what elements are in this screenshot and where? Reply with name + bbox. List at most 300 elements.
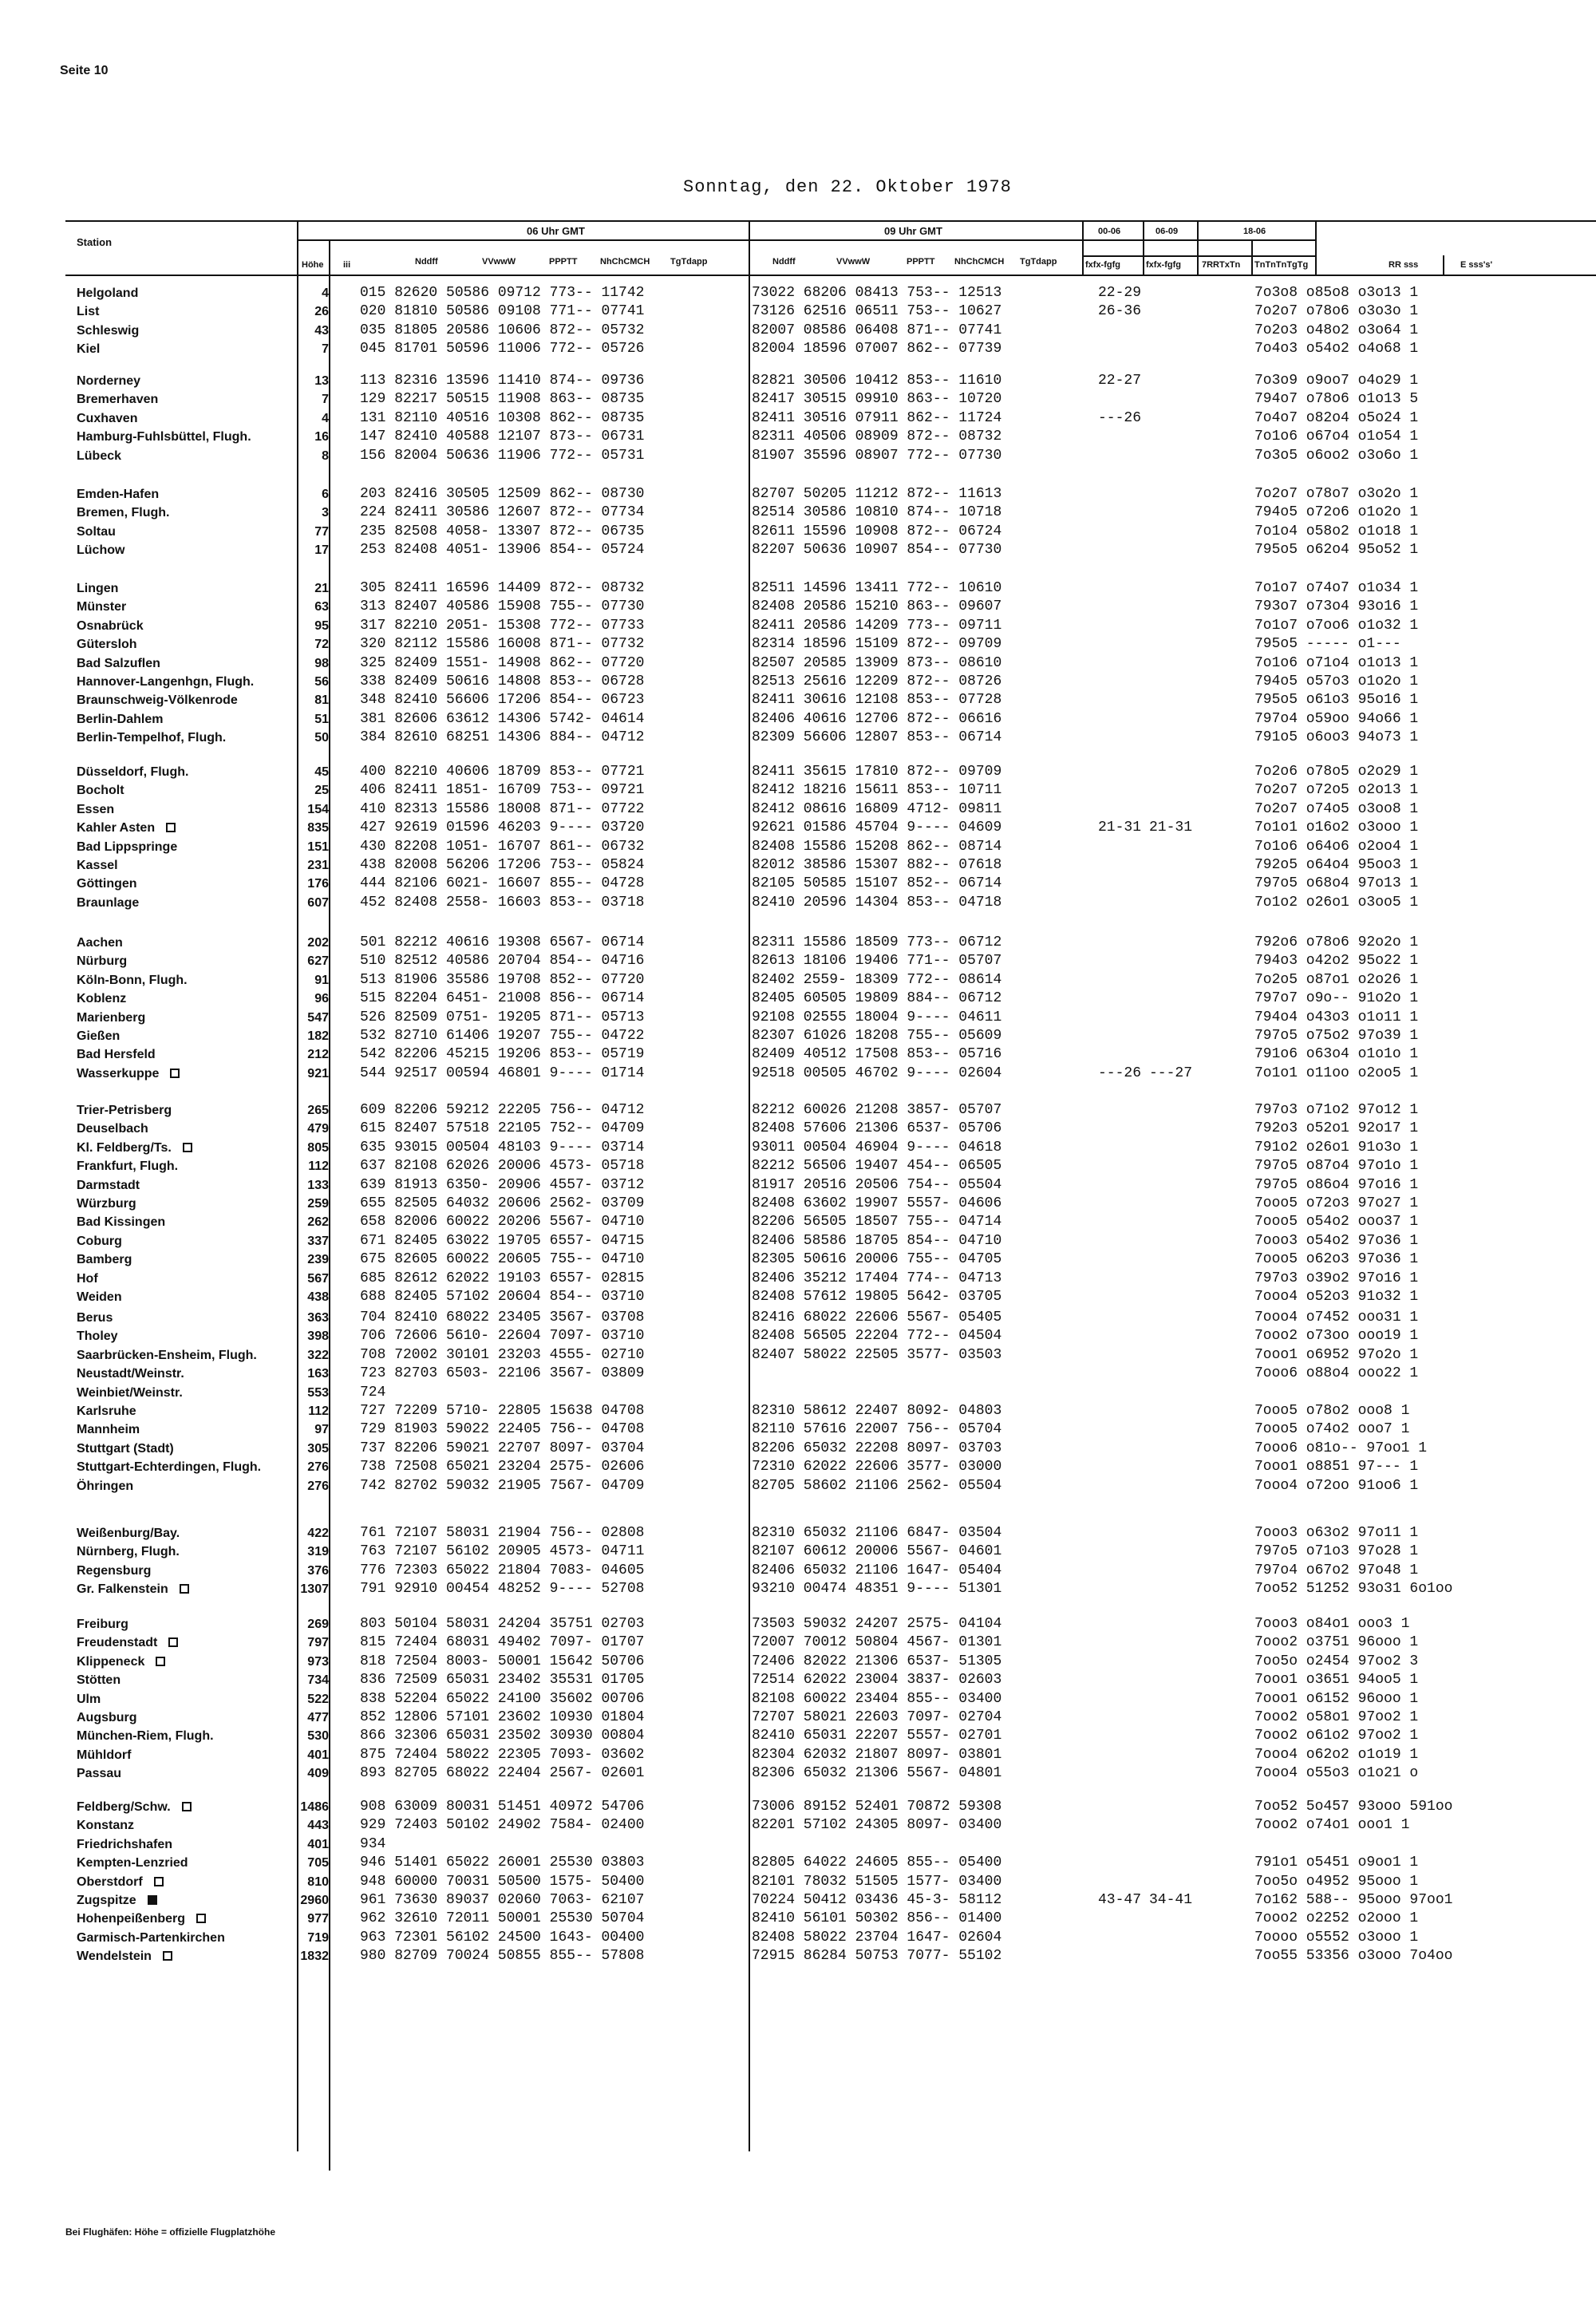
mountain-station-marker xyxy=(154,1877,164,1886)
station-name xyxy=(77,894,139,912)
obs-18-06-values: 795o5 o61o3 95o16 1 xyxy=(1254,692,1419,709)
station-elevation xyxy=(271,1562,329,1580)
station-elevation xyxy=(271,1653,329,1671)
station-elevation xyxy=(271,1633,329,1652)
hdr-09-rule xyxy=(750,239,1082,241)
obs-06-values xyxy=(360,340,644,358)
station-name xyxy=(77,635,137,654)
station-name xyxy=(77,819,176,837)
obs-09-values xyxy=(752,340,1001,358)
obs-09-values-text: 82201 57102 24305 8097- 03400 xyxy=(752,1817,1002,1834)
station-name xyxy=(77,990,126,1008)
obs-09-values-text: 72310 62022 22606 3577- 03000 xyxy=(752,1459,1002,1475)
obs-18-06-values: 7ooo2 o61o2 97oo2 1 xyxy=(1254,1728,1419,1744)
hdr-tntn: TnTnTnTgTg xyxy=(1254,260,1309,270)
obs-09-values-text: 81907 35596 08907 772-- 07730 xyxy=(752,447,1002,464)
obs-06-values-text: 671 82405 63022 19705 6557- 04715 xyxy=(360,1232,645,1249)
obs-06-values-text: 444 82106 6021- 16607 855-- 04728 xyxy=(360,875,645,892)
gust-00-06 xyxy=(1013,284,1141,302)
station-name-text: Klippeneck xyxy=(77,1654,145,1669)
obs-18-06-values: 7oo5o o4952 95ooo 1 xyxy=(1254,1873,1419,1890)
station-elevation xyxy=(271,485,329,504)
obs-09-values xyxy=(752,1477,1001,1495)
obs-09-values xyxy=(752,1690,1001,1709)
hdr-rr-txtn: 7RRTxTn xyxy=(1202,260,1241,270)
station-name xyxy=(77,485,159,504)
obs-09-values-text: 73503 59032 24207 2575- 04104 xyxy=(752,1616,1002,1632)
station-name xyxy=(77,1798,192,1816)
station-name xyxy=(77,372,140,390)
station-name xyxy=(77,1176,140,1195)
station-elevation-text: 438 xyxy=(307,1290,329,1304)
table-row xyxy=(0,1009,1596,1027)
obs-06-values-text: 635 93015 00504 48103 9---- 03714 xyxy=(360,1139,645,1155)
station-name xyxy=(77,340,100,358)
footnote: Bei Flughäfen: Höhe = offizielle Flugplatzhöhe xyxy=(65,2226,276,2238)
obs-09-values xyxy=(752,1232,1001,1250)
obs-06-values xyxy=(360,1250,644,1269)
obs-09-values xyxy=(752,1195,1001,1213)
station-name-text: Wasserkuppe xyxy=(77,1066,160,1080)
table-row xyxy=(0,1562,1596,1580)
obs-06-values xyxy=(360,1615,644,1633)
station-name-text: Regensburg xyxy=(77,1563,152,1578)
obs-06-values xyxy=(360,1947,644,1965)
obs-18-06-values: 7ooo3 o63o2 97o11 1 xyxy=(1254,1525,1419,1541)
obs-09-values-text: 82212 60026 21208 3857- 05707 xyxy=(752,1102,1002,1118)
obs-06-values xyxy=(360,1213,644,1231)
station-elevation xyxy=(271,541,329,559)
table-row xyxy=(0,800,1596,819)
station-elevation xyxy=(271,729,329,747)
obs-09-values xyxy=(752,1120,1001,1138)
station-elevation-text: 319 xyxy=(307,1545,329,1559)
obs-09-values xyxy=(752,800,1001,819)
hdr-06-clouds: NhChCMCH xyxy=(600,257,650,267)
obs-06-values xyxy=(360,875,644,893)
table-row xyxy=(0,856,1596,875)
obs-06-values-text: 675 82605 60022 20605 755-- 04710 xyxy=(360,1251,645,1268)
obs-09-values xyxy=(752,1458,1001,1476)
station-name-text: Osnabrück xyxy=(77,618,144,633)
obs-09-values xyxy=(752,372,1001,390)
obs-09-values xyxy=(752,1746,1001,1764)
obs-18-06-values: 797o5 o75o2 97o39 1 xyxy=(1254,1027,1419,1044)
obs-18-06-values: 7oo52 5o457 93ooo 591oo xyxy=(1254,1799,1453,1815)
obs-09-values-text: 82411 30616 12108 853-- 07728 xyxy=(752,692,1002,709)
station-elevation xyxy=(271,1458,329,1476)
obs-06-values xyxy=(360,800,644,819)
obs-09-values xyxy=(752,894,1001,912)
station-name-text: Mannheim xyxy=(77,1423,140,1437)
table-row xyxy=(0,635,1596,654)
obs-06-values-text: 637 82108 62026 20006 4573- 05718 xyxy=(360,1158,645,1175)
station-elevation-text: 422 xyxy=(307,1527,329,1540)
station-name-text: Nürnberg, Flugh. xyxy=(77,1545,180,1559)
obs-06-values xyxy=(360,1835,385,1854)
obs-09-values xyxy=(752,635,1001,654)
station-name-text: Braunlage xyxy=(77,895,140,910)
table-row xyxy=(0,1232,1596,1250)
station-elevation xyxy=(271,1835,329,1854)
obs-09-values xyxy=(752,952,1001,970)
mountain-station-marker xyxy=(166,823,176,832)
station-name xyxy=(77,409,137,428)
obs-09-values xyxy=(752,504,1001,522)
obs-06-values xyxy=(360,1798,644,1816)
obs-09-values xyxy=(752,729,1001,747)
mountain-station-marker xyxy=(148,1895,157,1905)
obs-09-values-text: 73126 62516 06511 753-- 10627 xyxy=(752,303,1002,320)
station-elevation xyxy=(271,1346,329,1365)
obs-09-values xyxy=(752,485,1001,504)
station-name xyxy=(77,1440,174,1458)
station-elevation-text: 63 xyxy=(314,600,329,614)
obs-09-values-text: 82408 15586 15208 862-- 08714 xyxy=(752,838,1002,855)
obs-18-06-values: 7ooo1 o8851 97--- 1 xyxy=(1254,1459,1419,1475)
obs-06-values-text: 893 82705 68022 22404 2567- 02601 xyxy=(360,1765,645,1782)
table-row xyxy=(0,1633,1596,1652)
hdr-station: Station xyxy=(77,236,113,248)
station-name-text: Nürburg xyxy=(77,954,128,969)
mountain-station-marker xyxy=(183,1143,192,1152)
station-elevation-text: 363 xyxy=(307,1311,329,1325)
obs-18-06-values: 797o3 o39o2 97o16 1 xyxy=(1254,1270,1419,1286)
obs-18-06-values: 7ooo5 o62o3 97o36 1 xyxy=(1254,1251,1419,1268)
table-row xyxy=(0,1045,1596,1064)
station-name xyxy=(77,1562,151,1580)
station-elevation-text: 627 xyxy=(307,954,329,969)
obs-09-values xyxy=(752,1309,1001,1327)
station-elevation xyxy=(271,1365,329,1383)
station-elevation-text: 13 xyxy=(314,374,329,388)
obs-09-values xyxy=(752,1027,1001,1045)
station-name-text: Bad Lippspringe xyxy=(77,839,178,854)
station-name-text: Gütersloh xyxy=(77,638,137,652)
obs-09-values-text: 82212 56506 19407 454-- 06505 xyxy=(752,1158,1002,1175)
table-row xyxy=(0,1176,1596,1195)
table-row xyxy=(0,284,1596,302)
table-row xyxy=(0,1384,1596,1402)
table-row xyxy=(0,952,1596,970)
obs-06-values xyxy=(360,541,644,559)
obs-06-values-text: 203 82416 30505 12509 862-- 08730 xyxy=(360,486,645,502)
obs-06-values xyxy=(360,971,644,990)
obs-06-values xyxy=(360,1327,644,1345)
station-name-text: Kassel xyxy=(77,858,118,872)
station-name xyxy=(77,1213,165,1231)
station-name-text: Emden-Hafen xyxy=(77,488,160,501)
obs-06-values xyxy=(360,579,644,598)
station-elevation xyxy=(271,322,329,340)
station-elevation-text: 81 xyxy=(314,693,329,708)
obs-06-values xyxy=(360,1101,644,1120)
obs-09-values-text: 72707 58021 22603 7097- 02704 xyxy=(752,1709,1002,1725)
station-elevation xyxy=(271,1873,329,1891)
obs-06-values-text: 532 82710 61406 19207 755-- 04722 xyxy=(360,1027,645,1044)
obs-06-values-text: 639 81913 6350- 20906 4557- 03712 xyxy=(360,1176,645,1193)
obs-06-values xyxy=(360,1543,644,1561)
obs-06-values-text: 156 82004 50636 11906 772-- 05731 xyxy=(360,447,645,464)
station-name xyxy=(77,800,114,819)
station-elevation-text: 259 xyxy=(307,1196,329,1211)
station-elevation-text: 477 xyxy=(307,1710,329,1724)
station-name xyxy=(77,1910,206,1928)
station-name-text: Ulm xyxy=(77,1692,101,1706)
obs-18-06-values: 792o3 o52o1 92o17 1 xyxy=(1254,1120,1419,1137)
station-elevation xyxy=(271,1009,329,1027)
station-name-text: Frankfurt, Flugh. xyxy=(77,1159,179,1174)
obs-06-values-text: 836 72509 65031 23402 35531 01705 xyxy=(360,1672,645,1689)
obs-18-06-values: 794o4 o43o3 o1o11 1 xyxy=(1254,1009,1419,1025)
station-name-text: Lübeck xyxy=(77,448,122,463)
table-row xyxy=(0,1524,1596,1543)
obs-06-values xyxy=(360,934,644,952)
obs-09-values-text: 82805 64022 24605 855-- 05400 xyxy=(752,1855,1002,1871)
obs-09-values-text: 82408 63602 19907 5557- 04606 xyxy=(752,1195,1002,1211)
obs-06-values-text: 818 72504 8003- 50001 15642 50706 xyxy=(360,1653,645,1669)
station-name xyxy=(77,1816,134,1835)
station-name-text: Freiburg xyxy=(77,1618,128,1631)
col-rule-r2 xyxy=(1143,220,1144,276)
obs-18-06-values: 7ooo6 o81o-- 97oo1 1 xyxy=(1254,1440,1428,1456)
obs-06-values-text: 406 82411 1851- 16709 753-- 09721 xyxy=(360,782,645,799)
obs-06-values xyxy=(360,617,644,635)
station-elevation-text: 530 xyxy=(307,1729,329,1744)
station-name xyxy=(77,1835,172,1854)
obs-06-values xyxy=(360,372,644,390)
station-elevation xyxy=(271,1176,329,1195)
station-elevation-text: 305 xyxy=(307,1441,329,1456)
obs-09-values-text: 82306 65032 21306 5567- 04801 xyxy=(752,1765,1002,1782)
table-row xyxy=(0,340,1596,358)
obs-06-values xyxy=(360,691,644,709)
obs-09-values xyxy=(752,428,1001,446)
station-elevation xyxy=(271,617,329,635)
obs-06-values-text: 963 72301 56102 24500 1643- 00400 xyxy=(360,1929,645,1946)
station-group xyxy=(0,579,1596,748)
hdr-00-06: 00-06 xyxy=(1098,227,1121,236)
station-elevation-text: 6 xyxy=(322,488,329,501)
station-elevation xyxy=(271,1402,329,1420)
station-elevation xyxy=(271,579,329,598)
table-row xyxy=(0,1653,1596,1671)
station-name xyxy=(77,1195,136,1213)
obs-06-values-text: 962 32610 72011 50001 25530 50704 xyxy=(360,1910,645,1927)
station-name xyxy=(77,322,139,340)
obs-06-values-text: 410 82313 15586 18008 871-- 07722 xyxy=(360,800,645,817)
obs-09-values xyxy=(752,990,1001,1008)
station-elevation xyxy=(271,673,329,691)
station-name-text: Essen xyxy=(77,802,115,816)
station-name-text: Lüchow xyxy=(77,543,125,558)
station-name xyxy=(77,1101,172,1120)
gust-00-06 xyxy=(1013,409,1141,428)
obs-06-values-text: 015 82620 50586 09712 773-- 11742 xyxy=(360,285,645,301)
obs-09-values-text: 82007 08586 06408 871-- 07741 xyxy=(752,322,1002,338)
obs-09-values xyxy=(752,1562,1001,1580)
obs-06-values-text: 761 72107 58031 21904 756-- 02808 xyxy=(360,1525,645,1541)
table-row xyxy=(0,1346,1596,1365)
hdr-18-06: 18-06 xyxy=(1243,227,1266,236)
obs-18-06-values: 795o5 ----- o1--- xyxy=(1254,636,1401,653)
obs-06-values xyxy=(360,838,644,856)
gust-00-06-text: 43-47 xyxy=(1097,1891,1141,1908)
obs-09-values-text: 82411 20586 14209 773-- 09711 xyxy=(752,617,1002,634)
obs-18-06-values: 7ooo5 o72o3 97o27 1 xyxy=(1254,1195,1419,1211)
station-name xyxy=(77,1580,189,1598)
table-row xyxy=(0,781,1596,800)
obs-06-values xyxy=(360,1120,644,1138)
col-rule-r6 xyxy=(1443,255,1444,276)
table-row xyxy=(0,302,1596,321)
table-row xyxy=(0,838,1596,856)
obs-09-values-text: 82108 60022 23404 855-- 03400 xyxy=(752,1690,1002,1707)
station-name-text: Karlsruhe xyxy=(77,1404,136,1418)
gust-00-06-text: 26-36 xyxy=(1097,303,1141,320)
station-elevation-text: 805 xyxy=(307,1140,329,1155)
obs-18-06-values: 797o5 o71o3 97o28 1 xyxy=(1254,1543,1419,1560)
station-group xyxy=(0,1101,1596,1306)
table-row xyxy=(0,654,1596,673)
obs-06-values xyxy=(360,1816,644,1835)
obs-09-values-text: 82206 65032 22208 8097- 03703 xyxy=(752,1440,1002,1456)
station-name-text: Trier-Petrisberg xyxy=(77,1104,172,1117)
hdr-iii: iii xyxy=(343,260,351,270)
obs-09-values xyxy=(752,1157,1001,1175)
obs-09-values xyxy=(752,1671,1001,1689)
station-name-text: Konstanz xyxy=(77,1819,134,1833)
obs-06-values xyxy=(360,284,644,302)
obs-09-values xyxy=(752,875,1001,893)
station-name xyxy=(77,1365,184,1383)
hdr-09-title: 09 Uhr GMT xyxy=(884,225,942,237)
station-elevation xyxy=(271,894,329,912)
station-elevation-text: 239 xyxy=(307,1253,329,1267)
station-elevation xyxy=(271,1580,329,1598)
station-elevation xyxy=(271,1746,329,1764)
table-row xyxy=(0,523,1596,541)
obs-09-values xyxy=(752,654,1001,673)
mountain-station-marker xyxy=(168,1637,178,1647)
gust-00-06-text: 21-31 xyxy=(1097,820,1141,836)
station-elevation xyxy=(271,409,329,428)
station-name-text: Saarbrücken-Ensheim, Flugh. xyxy=(77,1348,257,1362)
obs-18-06-values: 7oooo o5552 o3ooo 1 xyxy=(1254,1929,1419,1946)
obs-09-values xyxy=(752,934,1001,952)
station-elevation xyxy=(271,1891,329,1910)
hdr-06-09: 06-09 xyxy=(1156,227,1179,236)
station-elevation xyxy=(271,1065,329,1083)
station-name xyxy=(77,1045,156,1064)
obs-06-values-text: 035 81805 20586 10606 872-- 05732 xyxy=(360,322,645,338)
station-group xyxy=(0,284,1596,359)
obs-09-values xyxy=(752,409,1001,428)
obs-18-06-values: 7o1o1 o16o2 o3ooo 1 xyxy=(1254,820,1419,836)
obs-06-values-text: 430 82208 1051- 16707 861-- 06732 xyxy=(360,838,645,855)
obs-06-values-text: 526 82509 0751- 19205 871-- 05713 xyxy=(360,1009,645,1025)
station-elevation-text: 977 xyxy=(307,1912,329,1926)
station-name-text: Weißenburg/Bay. xyxy=(77,1527,180,1540)
station-name-text: Wendelstein xyxy=(77,1949,152,1964)
obs-06-values xyxy=(360,952,644,970)
station-name xyxy=(77,710,163,729)
station-name xyxy=(77,1746,131,1764)
obs-09-values-text: 82405 60505 19809 884-- 06712 xyxy=(752,990,1002,1007)
station-elevation-text: 443 xyxy=(307,1819,329,1833)
obs-09-values xyxy=(752,1709,1001,1727)
table-row xyxy=(0,1402,1596,1420)
station-name xyxy=(77,729,226,747)
obs-06-values-text: 866 32306 65031 23502 30930 00804 xyxy=(360,1728,645,1744)
table-row xyxy=(0,617,1596,635)
obs-09-values xyxy=(752,1402,1001,1420)
obs-06-values xyxy=(360,1477,644,1495)
col-rule-r4 xyxy=(1251,239,1253,276)
obs-18-06-values: 7o2o7 o78o6 o3o3o 1 xyxy=(1254,303,1419,320)
obs-18-06-values: 7ooo4 o7452 ooo31 1 xyxy=(1254,1310,1419,1325)
station-group xyxy=(0,372,1596,465)
station-elevation xyxy=(271,1213,329,1231)
station-name xyxy=(77,838,177,856)
station-elevation-text: 72 xyxy=(314,638,329,652)
table-row xyxy=(0,1709,1596,1727)
obs-06-values xyxy=(360,710,644,729)
obs-18-06-values: 7ooo6 o88o4 ooo22 1 xyxy=(1254,1365,1419,1382)
station-name-text: Göttingen xyxy=(77,877,137,891)
station-name xyxy=(77,1690,101,1709)
station-name xyxy=(77,1615,128,1633)
obs-18-06-values: 794o5 o72o6 o1o2o 1 xyxy=(1254,504,1419,521)
obs-09-values xyxy=(752,1524,1001,1543)
station-elevation-text: 21 xyxy=(314,582,329,595)
station-elevation-text: 133 xyxy=(307,1178,329,1192)
obs-06-values xyxy=(360,1402,644,1420)
station-name-text: Schleswig xyxy=(77,323,140,338)
station-name-text: Passau xyxy=(77,1767,122,1781)
station-elevation xyxy=(271,428,329,446)
obs-09-values-text: 70224 50412 03436 45-3- 58112 xyxy=(752,1891,1002,1908)
obs-09-values xyxy=(752,673,1001,691)
station-elevation-text: 7 xyxy=(322,342,329,357)
obs-18-06-values: 7o2o7 o72o5 o2o13 1 xyxy=(1254,782,1419,799)
obs-09-values-text: 82412 18216 15611 853-- 10711 xyxy=(752,782,1002,799)
obs-06-values xyxy=(360,1420,644,1439)
station-elevation xyxy=(271,781,329,800)
obs-09-values xyxy=(752,1176,1001,1195)
obs-09-values-text: 82408 20586 15210 863-- 09607 xyxy=(752,598,1002,615)
obs-18-06-values: 794o3 o42o2 95o22 1 xyxy=(1254,953,1419,970)
obs-09-values-text: 81917 20516 20506 754-- 05504 xyxy=(752,1176,1002,1193)
station-name xyxy=(77,1250,132,1269)
obs-18-06-values: 7o3o9 o9oo7 o4o29 1 xyxy=(1254,373,1419,389)
obs-18-06-values: 7ooo5 o54o2 ooo37 1 xyxy=(1254,1214,1419,1231)
obs-18-06-values: 797o3 o71o2 97o12 1 xyxy=(1254,1102,1419,1118)
obs-06-values xyxy=(360,1854,644,1872)
station-name-text: Würzburg xyxy=(77,1196,136,1211)
station-elevation xyxy=(271,1690,329,1709)
station-elevation-text: 95 xyxy=(314,618,329,633)
station-elevation-text: 409 xyxy=(307,1767,329,1781)
station-name xyxy=(77,971,188,990)
obs-09-values xyxy=(752,284,1001,302)
obs-06-values xyxy=(360,763,644,781)
obs-06-values xyxy=(360,504,644,522)
obs-18-06-values: 7ooo1 o6152 96ooo 1 xyxy=(1254,1690,1419,1707)
station-elevation xyxy=(271,1440,329,1458)
hdr-rr-sss: RR sss xyxy=(1389,260,1419,270)
table-row xyxy=(0,1270,1596,1288)
